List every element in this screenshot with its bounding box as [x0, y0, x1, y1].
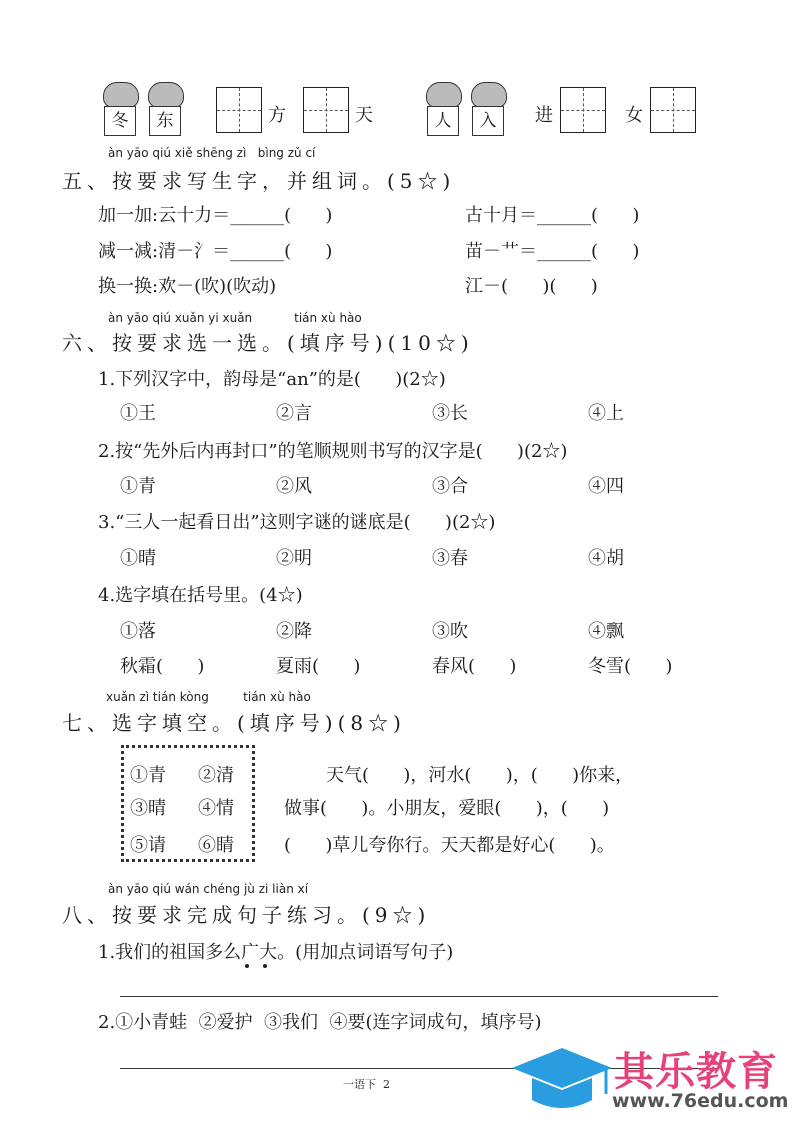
tiger-card-icon	[423, 82, 463, 138]
question: 1.下列汉字中，韵母是“an”的是( )(2☆)	[98, 369, 446, 390]
section-title: 八、按要求完成句子练习。(9☆)	[62, 903, 431, 927]
option: ②明	[276, 548, 312, 569]
choice: ②清	[198, 765, 234, 786]
option: ③合	[432, 476, 468, 497]
char: 进	[535, 105, 553, 126]
page-footer: 一语下 2	[343, 1078, 390, 1091]
char: 天	[355, 105, 373, 126]
exercise-row: 加一加:云十力＝______( )	[98, 205, 333, 226]
option: ③春	[432, 548, 468, 569]
option: ④上	[588, 403, 624, 424]
watermark-brand: 其乐教育	[614, 1049, 778, 1095]
char: 方	[268, 105, 286, 126]
passage-line: 天气( )，河水( )，( )你来，	[326, 765, 634, 786]
option: ③吹	[432, 621, 468, 642]
exercise-row: 苗－艹＝______( )	[465, 241, 640, 262]
char-card: 冬	[104, 106, 136, 136]
option: ①晴	[120, 548, 156, 569]
passage-line: ( )草儿夸你行。天天都是好心( )。	[284, 835, 615, 856]
section-title: 六、按要求选一选。(填序号)(10☆)	[62, 331, 474, 355]
exercise-row: 减一减:清－氵＝______( )	[98, 241, 333, 262]
writing-grid[interactable]	[650, 87, 696, 133]
choice: ⑥睛	[198, 835, 234, 856]
char: 女	[625, 105, 643, 126]
choice: ④情	[198, 798, 234, 819]
tiger-card-icon	[100, 82, 140, 138]
emphasis-dot	[245, 964, 249, 968]
question: 1.我们的祖国多么广大。(用加点词语写句子)	[98, 942, 454, 963]
option: ①王	[120, 403, 156, 424]
pinyin: àn yāo qiú xuǎn yi xuǎn tián xù hào	[108, 311, 362, 325]
option: ②风	[276, 476, 312, 497]
option: ④胡	[588, 548, 624, 569]
option: ④四	[588, 476, 624, 497]
tiger-card-icon	[145, 82, 185, 138]
writing-grid[interactable]	[216, 87, 262, 133]
question: 3.“三人一起看日出”这则字谜的谜底是( )(2☆)	[98, 512, 496, 533]
fill-blank: 冬雪( )	[588, 656, 673, 677]
option: ①落	[120, 621, 156, 642]
question: 2.按“先外后内再封口”的笔顺规则书写的汉字是( )(2☆)	[98, 441, 568, 462]
option: ②降	[276, 621, 312, 642]
watermark-url: www.76edu.com	[612, 1090, 789, 1112]
answer-line[interactable]	[120, 996, 718, 997]
pinyin: àn yāo qiú wán chéng jù zi liàn xí	[108, 882, 309, 896]
pinyin: xuǎn zì tián kòng tián xù hào	[106, 690, 311, 704]
choice: ⑤请	[130, 835, 166, 856]
choice: ③晴	[130, 798, 166, 819]
question: 2.①小青蛙 ②爱护 ③我们 ④要(连字词成句，填序号)	[98, 1012, 542, 1033]
exercise-row: 古十月＝______( )	[465, 205, 640, 226]
fill-blank: 夏雨( )	[276, 656, 361, 677]
graduation-cap-icon	[510, 1044, 620, 1114]
pinyin: àn yāo qiú xiě shēng zì bìng zǔ cí	[108, 146, 316, 160]
passage-line: 做事( )。小朋友，爱眼( )，( )	[284, 798, 610, 819]
char-card: 东	[149, 106, 181, 136]
writing-grid[interactable]	[303, 87, 349, 133]
question: 4.选字填在括号里。(4☆)	[98, 585, 303, 606]
char-card: 人	[427, 106, 459, 136]
option: ③长	[432, 403, 468, 424]
emphasis-dot	[263, 964, 267, 968]
exercise-row: 换一换:欢－(吹)(吹动)	[98, 276, 277, 297]
writing-grid[interactable]	[560, 87, 606, 133]
tiger-card-icon	[468, 82, 508, 138]
choice: ①青	[130, 765, 166, 786]
fill-blank: 秋霜( )	[120, 656, 205, 677]
option: ①青	[120, 476, 156, 497]
section-title: 七、选字填空。(填序号)(8☆)	[62, 711, 406, 735]
fill-blank: 春风( )	[432, 656, 517, 677]
exercise-row: 江－( )( )	[465, 276, 598, 297]
option: ②言	[276, 403, 312, 424]
section-title: 五、按要求写生字，并组词。(5☆)	[62, 169, 456, 193]
option: ④飘	[588, 621, 624, 642]
char-card: 入	[472, 106, 504, 136]
